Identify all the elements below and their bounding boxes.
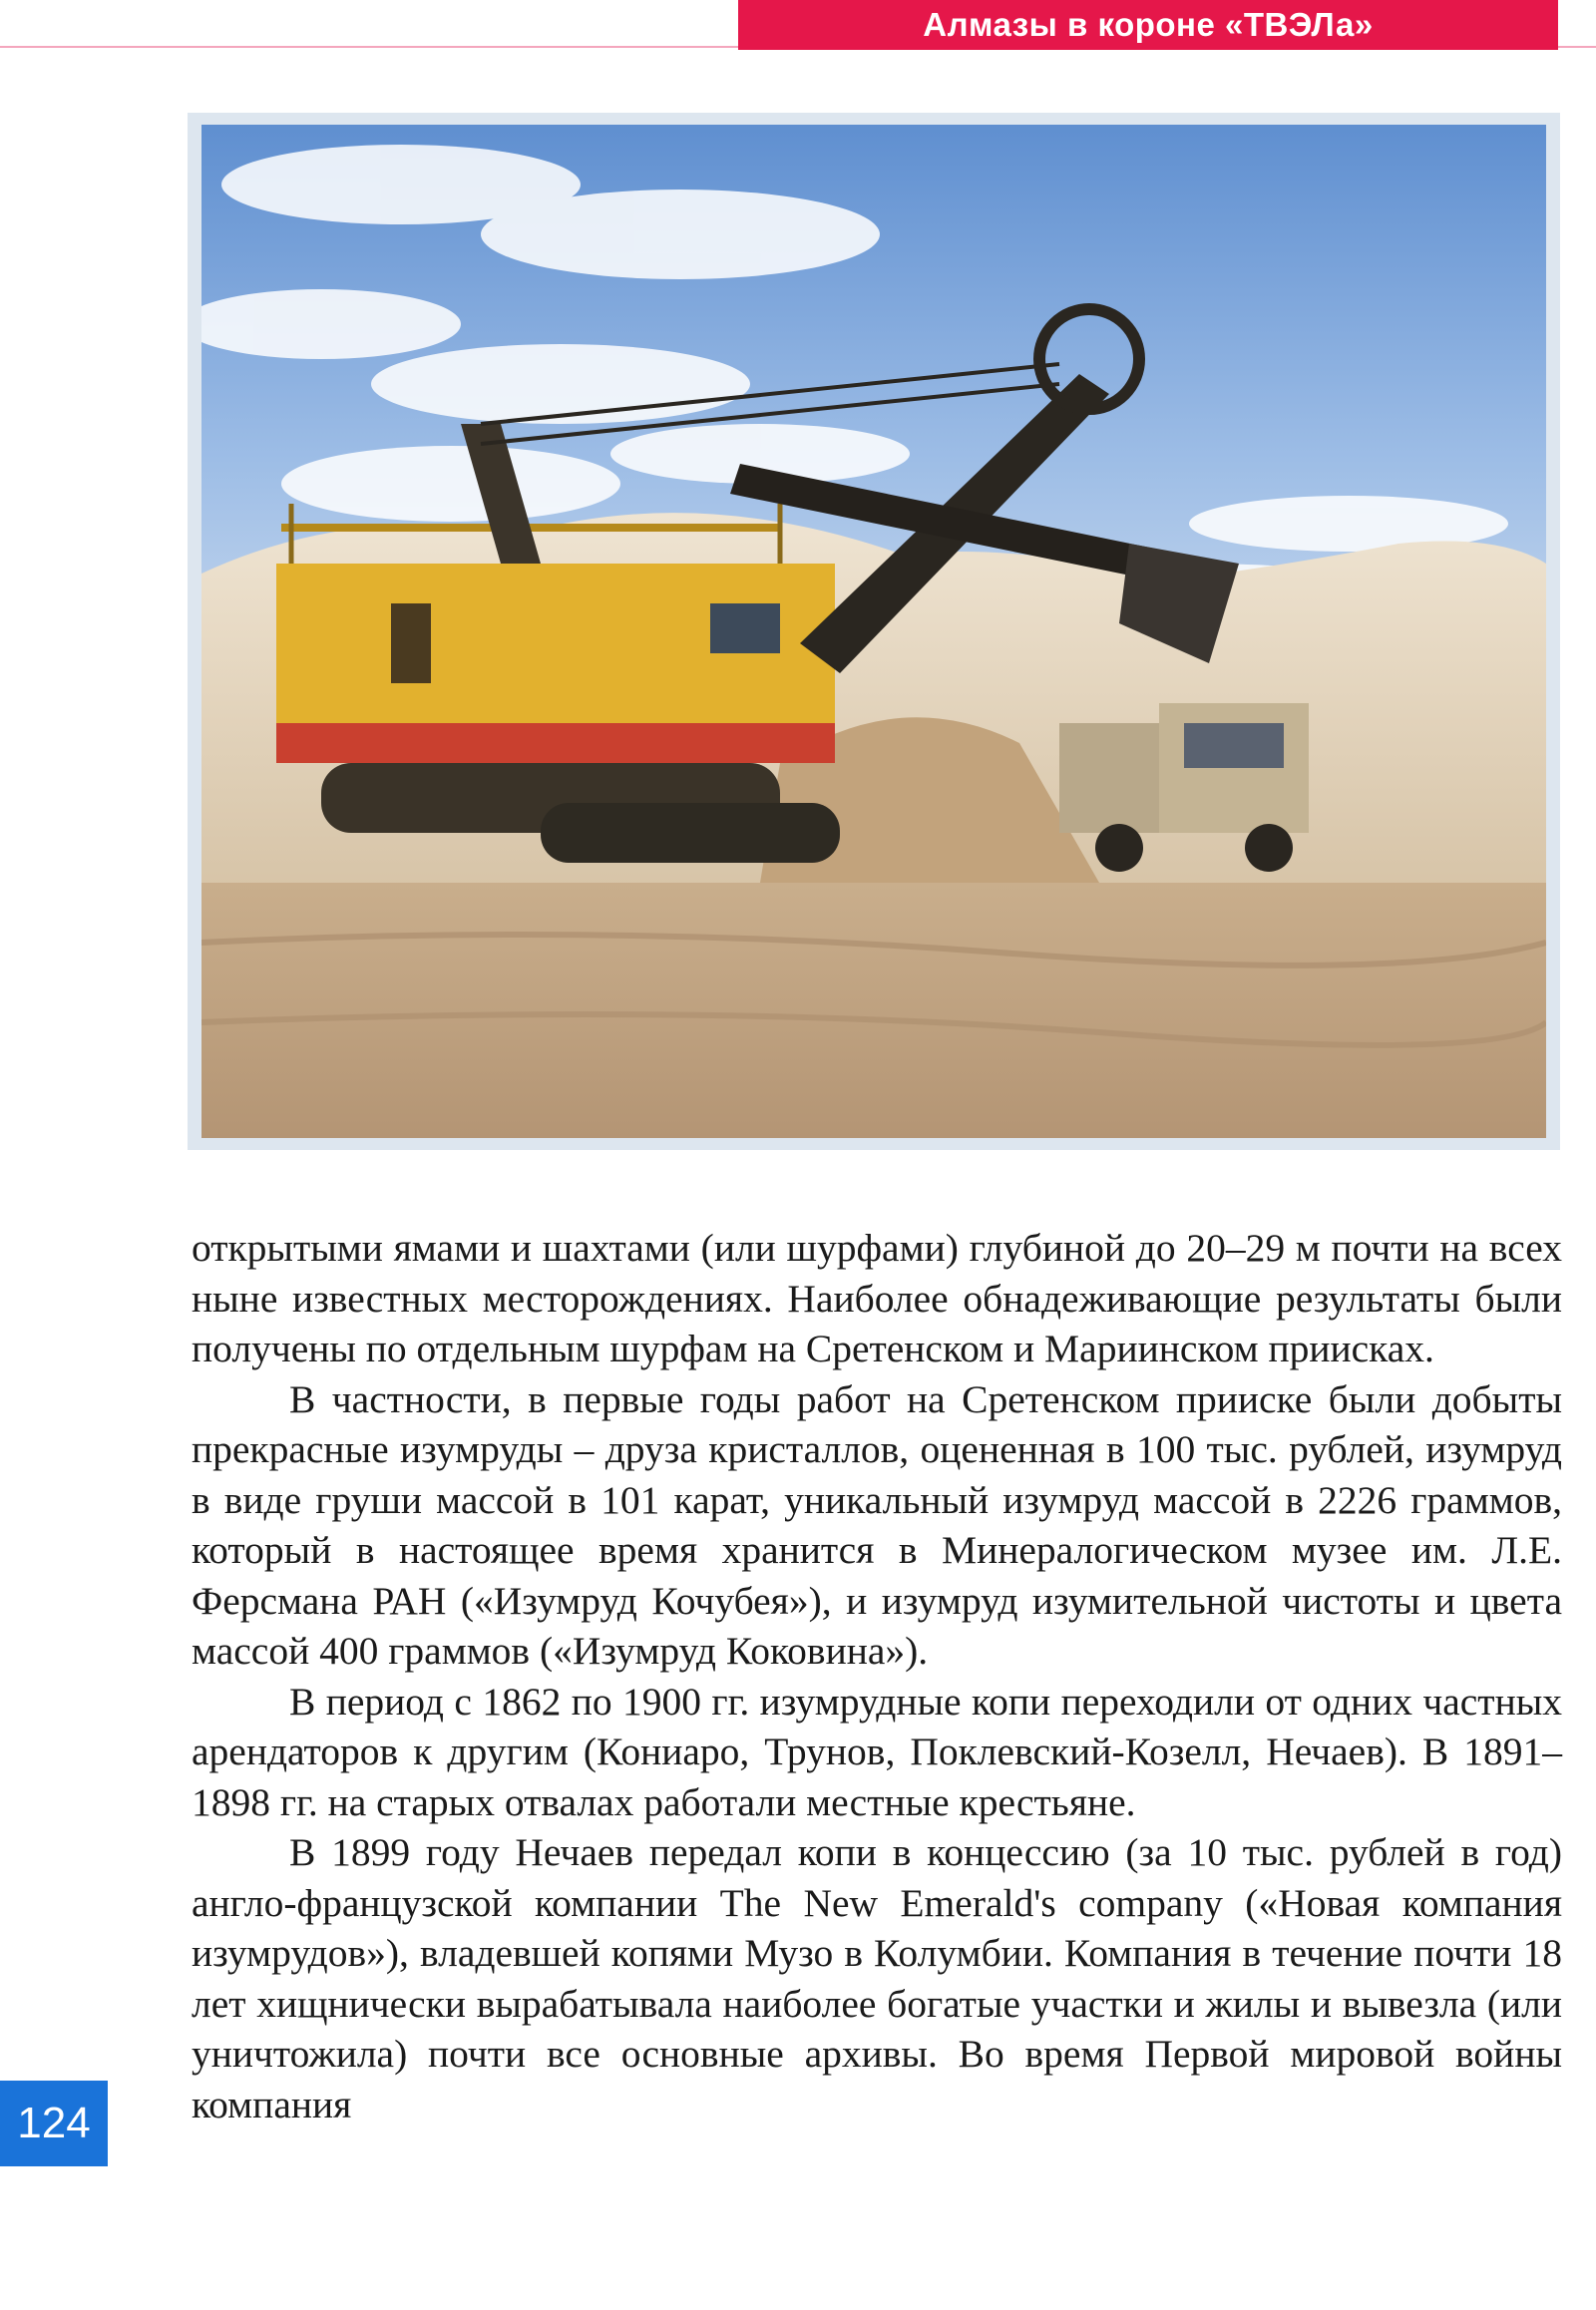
paragraph: В 1899 году Нечаев передал копи в концессию (за 10 тыс. рублей в год) англо-французской компании The New Emerald's company («Новая компания изумрудов»), владевшей копями Музо в Колумбии. Компания в течение почти 18 лет хищнически вырабатывала наиболее богатые участки и жилы и вывезла (или уничтожила) почти все основные архивы. Во время Первой мировой войны компания (192, 1830, 1562, 2126)
excavator-photo (201, 125, 1546, 1138)
paragraph: В период с 1862 по 1900 гг. изумрудные копи переходили от одних частных арендаторов к другим (Кониаро, Трунов, Поклевский-Козелл, Нечаев). В 1891–1898 гг. на старых отвалах работали местные крестьяне. (192, 1679, 1562, 1824)
paragraph: В частности, в первые годы работ на Сретенском прииске были добыты прекрасные изумруды – друза кристаллов, оцененная в 100 тыс. рублей, изумруд в виде груши массой в 101 карат, уникальный изумруд массой в 2226 граммов, который в настоящее время хранится в Минералогическом музее им. Л.Е. Ферсмана РАН («Изумруд Кочубея»), и изумруд изумительной чистоты и цвета массой 400 граммов («Изумруд Коковина»). (192, 1376, 1562, 1673)
ground (201, 883, 1546, 1138)
running-header (738, 0, 1558, 50)
page-number-badge (0, 2081, 108, 2166)
body-text (192, 1223, 1562, 2129)
photo-frame (188, 113, 1560, 1150)
paragraph: открытыми ямами и шахтами (или шурфами) глубиной до 20–29 м почти на всех ныне известных месторождениях. Наиболее обнадеживающие результаты были получены по отдельным шурфам на Сретенском и Мариинском приисках. (192, 1226, 1562, 1370)
running-header-title: Алмазы в короне «ТВЭЛа» (923, 6, 1374, 43)
page-number: 124 (17, 2099, 91, 2147)
